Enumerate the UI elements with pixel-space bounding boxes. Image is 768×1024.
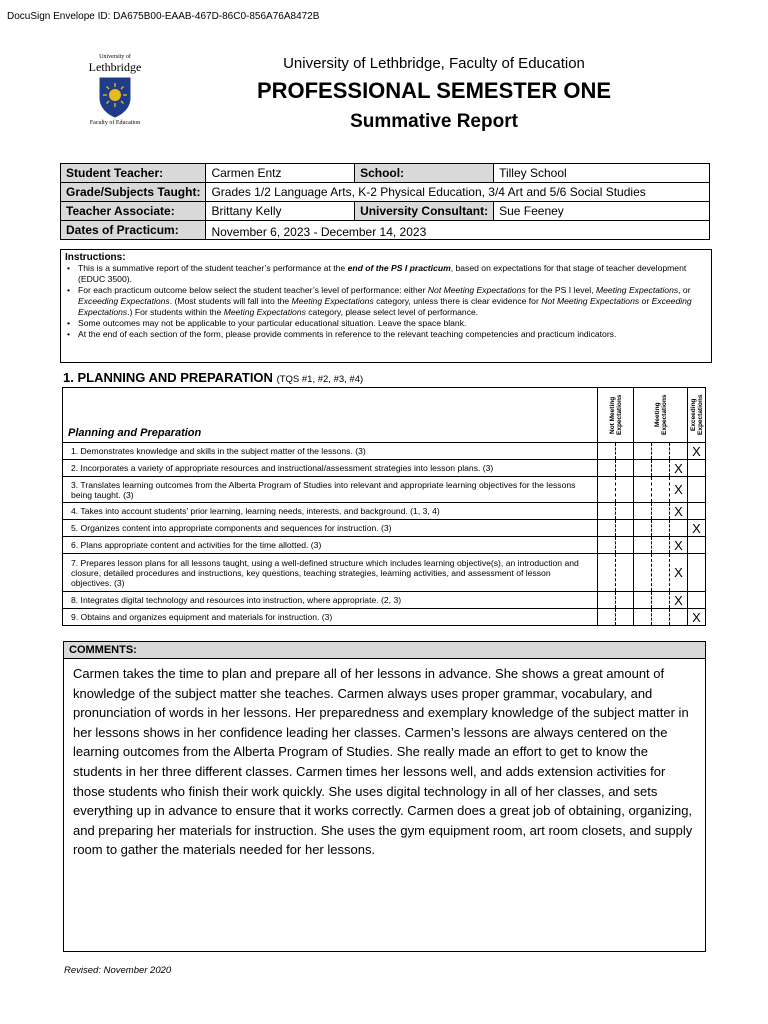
- ta-label: Teacher Associate:: [61, 202, 206, 221]
- outcome-text: 7. Prepares lesson plans for all lessons taught, using a well-defined structure which includes learning objective(s), an introduction and closure, detailed procedures and instructions, key questions, teaching strategies, learning activities, and assessment of lesson objectives. (3): [63, 554, 598, 592]
- rating-cell-not1[interactable]: [598, 537, 616, 554]
- logo-line2: Lethbridge: [88, 60, 142, 74]
- school-value: Tilley School: [494, 164, 710, 183]
- section-title: 1. PLANNING AND PREPARATION (TQS #1, #2, #3, #4): [63, 370, 364, 385]
- rating-cell-meet1[interactable]: [634, 537, 652, 554]
- rating-cell-exceed[interactable]: X: [688, 443, 706, 460]
- uc-label: University Consultant:: [355, 202, 494, 221]
- rating-cell-meet1[interactable]: [634, 520, 652, 537]
- rating-cell-meet3[interactable]: [670, 520, 688, 537]
- rating-cell-not2[interactable]: [616, 460, 634, 477]
- docusign-envelope-id: DocuSign Envelope ID: DA675B00-EAAB-467D-86C0-856A76A8472B: [7, 11, 320, 22]
- section-tqs: (TQS #1, #2, #3, #4): [276, 374, 364, 385]
- table-row: [63, 537, 706, 554]
- dates-value: November 6, 2023 - December 14, 2023: [206, 221, 710, 240]
- rating-cell-meet2[interactable]: [652, 554, 670, 592]
- grade-value: Grades 1/2 Language Arts, K-2 Physical Education, 3/4 Art and 5/6 Social Studies: [206, 183, 710, 202]
- institution-name: University of Lethbridge, Faculty of Education: [283, 55, 585, 72]
- table-row: [63, 477, 706, 503]
- rating-cell-not1[interactable]: [598, 609, 616, 626]
- outcome-text: 8. Integrates digital technology and resources into instruction, where appropriate. (2, 3): [63, 592, 598, 609]
- rating-cell-exceed[interactable]: [688, 592, 706, 609]
- rating-cell-meet3[interactable]: X: [670, 503, 688, 520]
- instructions-list: [65, 263, 707, 340]
- rating-cell-meet1[interactable]: [634, 460, 652, 477]
- rating-cell-meet1[interactable]: [634, 477, 652, 503]
- rating-cell-meet1[interactable]: [634, 609, 652, 626]
- table-row: [63, 520, 706, 537]
- rating-cell-meet3[interactable]: X: [670, 477, 688, 503]
- outcome-text: 1. Demonstrates knowledge and skills in the subject matter of the lessons. (3): [63, 443, 598, 460]
- rating-cell-meet2[interactable]: [652, 503, 670, 520]
- shield-icon: [98, 76, 132, 118]
- rating-cell-meet3[interactable]: X: [670, 537, 688, 554]
- rating-cell-not2[interactable]: [616, 537, 634, 554]
- table-row: [63, 609, 706, 626]
- rating-cell-meet3[interactable]: X: [670, 460, 688, 477]
- instruction-item: • For each practicum outcome below select the student teacher’s level of performance: either Not Meeting Expectations for the PS I level, Meeting Expectations, or Exceeding Expectations. (Most students will fall into the Meeting Expectations category, unless there is clear evidence for Not Meeting Expectations or Exceeding Expectations.) For students within the Meeting Expectations category, please select level of performance.: [75, 285, 707, 318]
- comments-label: COMMENTS:: [63, 641, 706, 659]
- rating-cell-meet3[interactable]: X: [670, 592, 688, 609]
- page-title: PROFESSIONAL SEMESTER ONE: [256, 78, 612, 103]
- instruction-item: • At the end of each section of the form, please provide comments in reference to the relevant teaching competencies and practicum indicators.: [75, 329, 707, 340]
- instructions-box: [60, 249, 712, 363]
- outcome-text: 9. Obtains and organizes equipment and materials for instruction. (3): [63, 609, 598, 626]
- logo-faculty: Faculty of Education: [89, 120, 141, 126]
- rating-cell-not1[interactable]: [598, 443, 616, 460]
- school-label: School:: [355, 164, 494, 183]
- outcome-text: 5. Organizes content into appropriate components and sequences for instruction. (3): [63, 520, 598, 537]
- table-row: [63, 503, 706, 520]
- rating-cell-meet1[interactable]: [634, 503, 652, 520]
- table-row: [63, 592, 706, 609]
- rating-cell-not1[interactable]: [598, 503, 616, 520]
- rating-cell-not2[interactable]: [616, 503, 634, 520]
- comments-text[interactable]: Carmen takes the time to plan and prepare all of her lessons in advance. She shows a great amount of knowledge of the subject matter she teaches. Carmen always uses proper grammar, vocabulary, and pronunciation of words in her lessons. Her preparedness and exemplary knowledge of the subject matter in her lessons shows in her confidence leading her classes. Carmen’s lessons are always centered on the learning outcomes from the Alberta Program of Studies. She really made an effort to get to know the students in her three different classes. Carmen times her lessons well, and adds extension activities for those students who finish their work quickly. She uses digital technology in all of her classes, and sets everything up in advance to ensure that it works correctly. Carmen does a great job of obtaining, organizing, and preparing her materials for instruction. She uses the gym equipment room, art room closets, and supply room to gather the materials needed for her lessons.: [63, 658, 706, 952]
- logo-line1: University of: [99, 54, 131, 60]
- instruction-item: • Some outcomes may not be applicable to your particular educational situation. Leave the space blank.: [75, 318, 707, 329]
- rating-cell-meet1[interactable]: [634, 443, 652, 460]
- rating-cell-exceed[interactable]: [688, 554, 706, 592]
- rating-cell-not2[interactable]: [616, 477, 634, 503]
- grade-label: Grade/Subjects Taught:: [61, 183, 206, 202]
- uc-value: Sue Feeney: [494, 202, 710, 221]
- col-not-meeting: Not Meeting Expectations: [598, 388, 634, 443]
- rating-cell-meet1[interactable]: [634, 554, 652, 592]
- rating-cell-exceed[interactable]: X: [688, 520, 706, 537]
- outcome-text: 3. Translates learning outcomes from the Alberta Program of Studies into relevant and appropriate learning objectives for the lessons being taught. (3): [63, 477, 598, 503]
- rating-cell-exceed[interactable]: [688, 460, 706, 477]
- student-teacher-label: Student Teacher:: [61, 164, 206, 183]
- outcome-text: 2. Incorporates a variety of appropriate resources and instructional/assessment strategies into lesson plans. (3): [63, 460, 598, 477]
- rating-cell-meet3[interactable]: [670, 443, 688, 460]
- col-exceeding: Exceeding Expectations: [688, 388, 706, 443]
- table-row: [63, 554, 706, 592]
- page-subtitle: Summative Report: [350, 111, 518, 132]
- instruction-item: • This is a summative report of the student teacher’s performance at the end of the PS I practicum, based on expectations for that stage of teacher development (EDUC 3500).: [75, 263, 707, 285]
- table-row: [63, 460, 706, 477]
- rating-cell-not2[interactable]: [616, 554, 634, 592]
- rating-cell-meet2[interactable]: [652, 477, 670, 503]
- student-teacher-value: Carmen Entz: [206, 164, 355, 183]
- revised-date: Revised: November 2020: [64, 965, 172, 976]
- dates-label: Dates of Practicum:: [61, 221, 206, 240]
- rating-cell-not1[interactable]: [598, 460, 616, 477]
- rating-cell-meet3[interactable]: [670, 609, 688, 626]
- student-info-table: [60, 163, 710, 240]
- rating-cell-not1[interactable]: [598, 554, 616, 592]
- rating-cell-not2[interactable]: [616, 609, 634, 626]
- rating-cell-meet2[interactable]: [652, 592, 670, 609]
- category-heading: Planning and Preparation: [63, 388, 598, 443]
- outcomes-table: [62, 387, 706, 626]
- rating-cell-not1[interactable]: [598, 477, 616, 503]
- rating-cell-meet3[interactable]: X: [670, 554, 688, 592]
- instructions-title: Instructions:: [65, 252, 126, 263]
- rating-cell-meet1[interactable]: [634, 592, 652, 609]
- rating-cell-meet2[interactable]: [652, 520, 670, 537]
- rating-cell-meet2[interactable]: [652, 460, 670, 477]
- rating-cell-not2[interactable]: [616, 592, 634, 609]
- rating-cell-exceed[interactable]: [688, 537, 706, 554]
- outcome-text: 6. Plans appropriate content and activities for the time allotted. (3): [63, 537, 598, 554]
- rating-cell-not2[interactable]: [616, 443, 634, 460]
- rating-cell-not2[interactable]: [616, 520, 634, 537]
- table-row: [63, 443, 706, 460]
- rating-cell-exceed[interactable]: X: [688, 609, 706, 626]
- rating-cell-meet2[interactable]: [652, 537, 670, 554]
- rating-cell-meet2[interactable]: [652, 443, 670, 460]
- rating-cell-exceed[interactable]: [688, 503, 706, 520]
- rating-cell-exceed[interactable]: [688, 477, 706, 503]
- rating-cell-meet2[interactable]: [652, 609, 670, 626]
- university-logo: [82, 54, 148, 126]
- rating-cell-not1[interactable]: [598, 592, 616, 609]
- outcome-text: 4. Takes into account students’ prior learning, learning needs, interests, and background. (1, 3, 4): [63, 503, 598, 520]
- col-meeting: Meeting Expectations: [634, 388, 688, 443]
- rating-cell-not1[interactable]: [598, 520, 616, 537]
- ta-value: Brittany Kelly: [206, 202, 355, 221]
